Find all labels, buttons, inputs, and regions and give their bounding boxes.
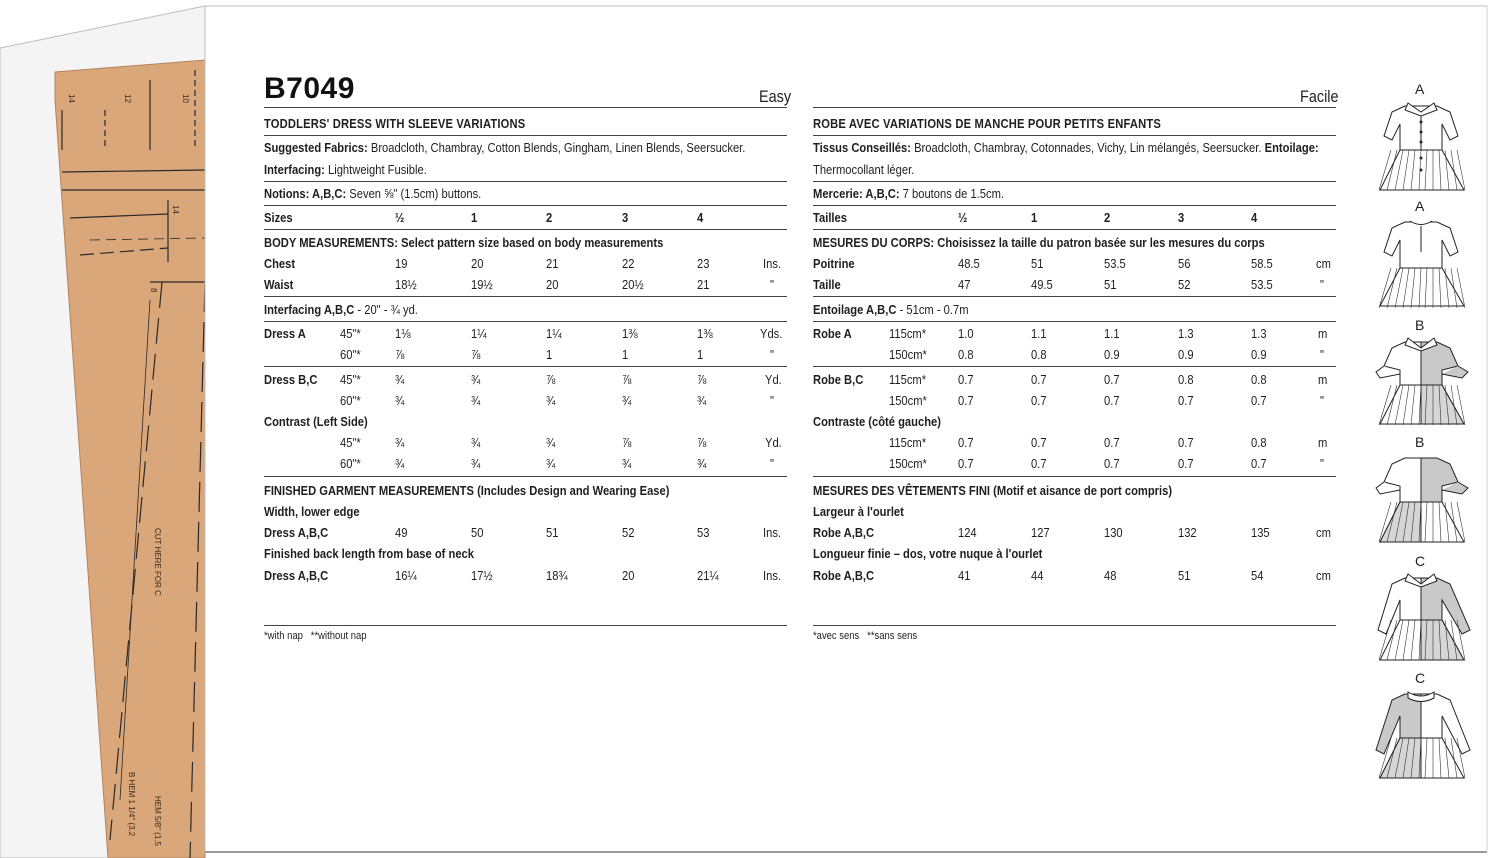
waist-unit: " [1320,277,1324,292]
divider [264,296,787,297]
finished-label: FINISHED GARMENT MEASUREMENTS [264,483,474,498]
width-value: 130 [1104,525,1123,540]
yardage-value: 0.7 [958,393,974,408]
size-header: ½ [958,210,968,225]
yardage-value: 1¼ [546,326,562,341]
sizes-label: Sizes [264,210,293,225]
waist-label: Taille [813,277,841,292]
interfacing-yardage-value: - 51cm - 0.7m [899,302,969,317]
waist-value: 18½ [395,277,417,292]
divider [264,476,787,477]
length-unit: Ins. [763,568,782,583]
waist-label: Waist [264,277,294,292]
pattern-title: ROBE AVEC VARIATIONS DE MANCHE POUR PETITS ENFANTS [813,116,1161,131]
divider [813,296,1336,297]
tissue-size-label: 14 [171,205,180,214]
footnote: *with nap **without nap [264,630,367,642]
yardage-unit: " [1320,456,1324,471]
back-length-label: Longueur finie – dos, votre nuque à l'ourlet [813,546,1043,561]
yardage-value: ⅞ [471,347,481,362]
size-header: 1 [471,210,478,225]
tissue-size-label: 10 [181,94,190,103]
yardage-value: 0.7 [1251,393,1267,408]
divider [813,107,1336,108]
finished-note: (Includes Design and Wearing Ease) [477,483,670,498]
width-value: 50 [471,525,484,540]
yardage-unit: " [1320,393,1324,408]
length-value: 54 [1251,568,1264,583]
width-unit: Ins. [763,525,782,540]
interfacing-yardage-label: Interfacing A,B,C [264,302,355,317]
view-letter: C [1415,670,1426,686]
size-header: 2 [546,210,553,225]
yardage-value: 1.1 [1031,326,1047,341]
yardage-unit: " [770,347,774,362]
body-measurements-note: Select pattern size based on body measurements [401,235,664,250]
yardage-value: 0.9 [1104,347,1120,362]
interfacing-yardage [813,302,969,318]
yardage-value: ⅞ [395,347,405,362]
length-value: 18¾ [546,568,568,583]
waist-value: 20½ [622,277,644,292]
interfacing-yardage-value: - 20" - ¾ yd. [357,302,418,317]
back-length-label: Finished back length from base of neck [264,546,474,561]
skill-level: Easy [759,87,792,106]
divider [264,107,787,108]
divider [264,135,787,136]
yardage-value: 0.7 [1031,393,1047,408]
yardage-value: ¾ [395,372,405,387]
yardage-value: 0.7 [1178,393,1194,408]
finished-measurements-heading [813,483,1172,499]
divider [813,476,1336,477]
yardage-unit: Yd. [765,435,782,450]
body-measurements-heading [813,235,1265,251]
finished-label: MESURES DES VÊTEMENTS FINI [813,483,991,498]
tissue-hem-label: HEM 5/8" (1.5 [153,796,162,846]
width-value: 52 [622,525,635,540]
length-unit: cm [1316,568,1331,583]
chest-value: 51 [1031,256,1044,271]
yardage-value: 0.8 [1251,435,1267,450]
fabric-width: 60"* [340,456,361,471]
yardage-value: 0.7 [958,456,974,471]
yardage-value: ¾ [546,456,556,471]
fabrics-value: Broadcloth, Chambray, Cotonnades, Vichy, Lin mélangés, Seersucker. [914,140,1262,155]
yardage-value: 0.7 [1178,456,1194,471]
yardage-value: 0.8 [1178,372,1194,387]
width-row-label: Dress A,B,C [264,525,329,540]
interfacing-label: Entoilage: [1264,140,1319,155]
yardage-value: 0.7 [1104,393,1120,408]
yardage-unit: m [1318,372,1328,387]
fabric-width: 115cm* [889,435,927,450]
chest-value: 21 [546,256,559,271]
waist-value: 53.5 [1251,277,1273,292]
yardage-unit: m [1318,326,1328,341]
skill-level: Facile [1300,87,1339,106]
fabric-width: 45"* [340,435,361,450]
footnote: *avec sens **sans sens [813,630,918,642]
fabrics-label: Tissus Conseillés: [813,140,911,155]
waist-value: 19½ [471,277,493,292]
divider [813,205,1336,206]
pattern-title: TODDLERS' DRESS WITH SLEEVE VARIATIONS [264,116,526,131]
sizes-label: Tailles [813,210,847,225]
interfacing-yardage [264,302,418,318]
waist-value: 51 [1104,277,1117,292]
interfacing-value: Thermocollant léger. [813,162,915,177]
yardage-value: ⅞ [622,435,632,450]
body-measurements-note: Choisissez la taille du patron basée sur les mesures du corps [937,235,1265,250]
yardage-value: 1.3 [1178,326,1194,341]
chest-value: 48.5 [958,256,980,271]
finished-note: (Motif et aisance de port compris) [993,483,1173,498]
yardage-value: ¾ [471,393,481,408]
yardage-value: ¾ [546,435,556,450]
width-value: 51 [546,525,559,540]
yardage-unit: m [1318,435,1328,450]
fabric-width: 150cm* [889,456,927,471]
chest-value: 58.5 [1251,256,1273,271]
yardage-value: 0.7 [1251,456,1267,471]
size-header: 2 [1104,210,1111,225]
yardage-unit: Yds. [760,326,783,341]
chest-value: 56 [1178,256,1191,271]
size-header: 4 [1251,210,1258,225]
yardage-value: 0.8 [958,347,974,362]
yardage-value: 1⅜ [622,326,638,341]
length-value: 20 [622,568,635,583]
dress-bc-label: Dress B,C [264,372,318,387]
yardage-value: ¾ [395,393,405,408]
waist-value: 52 [1178,277,1191,292]
pattern-number: B7049 [264,72,355,105]
divider [813,321,1336,322]
tissue-hem-label: B HEM 1 1/4" (3.2 [127,772,136,837]
yardage-value: 0.9 [1251,347,1267,362]
width-row-label: Robe A,B,C [813,525,875,540]
divider [813,135,1336,136]
yardage-value: 0.9 [1178,347,1194,362]
chest-value: 19 [395,256,408,271]
yardage-value: 0.7 [958,435,974,450]
yardage-value: 0.7 [1031,435,1047,450]
body-measurements-label: BODY MEASUREMENTS: [264,235,398,250]
chest-value: 23 [697,256,710,271]
yardage-value: ⅞ [697,372,707,387]
chest-label: Chest [264,256,296,271]
length-value: 21¼ [697,568,719,583]
divider [264,625,787,626]
yardage-value: ¾ [471,435,481,450]
waist-unit: " [770,277,774,292]
view-letter: A [1415,198,1425,214]
tissue-size-label: 8 [149,288,158,293]
yardage-value: 1⅜ [697,326,713,341]
length-row-label: Robe A,B,C [813,568,875,583]
width-value: 135 [1251,525,1270,540]
size-header: ½ [395,210,405,225]
notions-value: Seven ⅝" (1.5cm) buttons. [349,186,482,201]
yardage-value: ¾ [697,456,707,471]
contrast-label: Contrast (Left Side) [264,414,368,429]
yardage-value: 0.7 [1104,456,1120,471]
divider [264,229,787,230]
fabrics-value: Broadcloth, Chambray, Cotton Blends, Gingham, Linen Blends, Seersucker. [370,140,746,155]
yardage-value: ¾ [471,372,481,387]
yardage-value: 0.7 [1178,435,1194,450]
fabric-width: 115cm* [889,372,927,387]
tissue-size-label: 14 [67,94,76,103]
notions-label: Notions: A,B,C: [264,186,347,201]
yardage-value: 0.7 [1104,435,1120,450]
chest-value: 53.5 [1104,256,1126,271]
yardage-value: ⅞ [546,372,556,387]
interfacing-yardage-label: Entoilage A,B,C [813,302,897,317]
divider [813,181,1336,182]
yardage-value: ¾ [546,393,556,408]
notions-value: 7 boutons de 1.5cm. [902,186,1005,201]
notions-info [264,186,481,202]
view-letter: B [1415,317,1425,333]
chest-value: 22 [622,256,635,271]
width-lower-edge-label: Width, lower edge [264,504,360,519]
waist-value: 47 [958,277,971,292]
body-measurements-label: MESURES DU CORPS: [813,235,935,250]
chest-value: 20 [471,256,484,271]
suggested-fabrics [813,140,1319,156]
width-value: 132 [1178,525,1197,540]
yardage-value: 1.0 [958,326,974,341]
notions-info [813,186,1004,202]
yardage-value: 1.1 [1104,326,1120,341]
interfacing-value: Lightweight Fusible. [328,162,427,177]
yardage-value: 0.7 [1031,372,1047,387]
divider [264,181,787,182]
divider [264,321,787,322]
length-value: 17½ [471,568,493,583]
yardage-value: ¾ [471,456,481,471]
yardage-value: ¾ [697,393,707,408]
yardage-value: 0.7 [958,372,974,387]
width-value: 49 [395,525,408,540]
yardage-value: 1.3 [1251,326,1267,341]
yardage-value: ¾ [395,435,405,450]
interfacing-label: Interfacing: [264,162,325,177]
length-value: 48 [1104,568,1117,583]
tissue-cut-label: CUT HERE FOR C [153,528,162,596]
dress-a-label: Dress A [264,326,306,341]
divider [813,229,1336,230]
yardage-value: 1 [697,347,704,362]
view-letter: B [1415,434,1425,450]
waist-value: 21 [697,277,710,292]
waist-value: 49.5 [1031,277,1053,292]
yardage-value: ¾ [622,456,632,471]
size-header: 3 [622,210,629,225]
yardage-value: ⅞ [697,435,707,450]
chest-unit: cm [1316,256,1331,271]
fabric-width: 45"* [340,372,361,387]
yardage-value: 1¼ [471,326,487,341]
body-measurements-heading [264,235,663,251]
yardage-value: ¾ [395,456,405,471]
fabric-width: 60"* [340,347,361,362]
length-value: 16¼ [395,568,417,583]
divider [264,205,787,206]
size-header: 4 [697,210,704,225]
fabric-width: 115cm* [889,326,927,341]
size-header: 1 [1031,210,1038,225]
yardage-value: 0.7 [1104,372,1120,387]
yardage-unit: Yd. [765,372,782,387]
width-lower-edge-label: Largeur à l'ourlet [813,504,904,519]
dress-a-label: Robe A [813,326,852,341]
yardage-value: 0.8 [1031,347,1047,362]
view-letter: A [1415,81,1425,97]
yardage-unit: " [770,393,774,408]
divider [813,366,1336,367]
width-value: 53 [697,525,710,540]
width-value: 127 [1031,525,1050,540]
notions-label: Mercerie: A,B,C: [813,186,900,201]
fabric-width: 60"* [340,393,361,408]
divider [813,625,1336,626]
width-unit: cm [1316,525,1331,540]
yardage-unit: " [770,456,774,471]
fabric-width: 150cm* [889,393,927,408]
finished-measurements-heading [264,483,669,499]
suggested-fabrics [264,140,745,156]
contrast-label: Contraste (côté gauche) [813,414,941,429]
width-value: 124 [958,525,977,540]
view-letter: C [1415,553,1426,569]
yardage-value: 0.8 [1251,372,1267,387]
yardage-value: 1 [546,347,553,362]
yardage-value: 1⅛ [395,326,411,341]
fabrics-label: Suggested Fabrics: [264,140,368,155]
yardage-value: 0.7 [1031,456,1047,471]
chest-unit: Ins. [763,256,782,271]
size-header: 3 [1178,210,1185,225]
tissue-size-label: 12 [123,94,132,103]
interfacing-info [264,162,427,178]
fabric-width: 150cm* [889,347,927,362]
dress-bc-label: Robe B,C [813,372,864,387]
divider [264,366,787,367]
yardage-unit: " [1320,347,1324,362]
length-value: 44 [1031,568,1044,583]
chest-label: Poitrine [813,256,855,271]
length-value: 41 [958,568,971,583]
waist-value: 20 [546,277,559,292]
length-row-label: Dress A,B,C [264,568,329,583]
fabric-width: 45"* [340,326,361,341]
yardage-value: ⅞ [622,372,632,387]
yardage-value: 1 [622,347,629,362]
yardage-value: ¾ [622,393,632,408]
length-value: 51 [1178,568,1191,583]
